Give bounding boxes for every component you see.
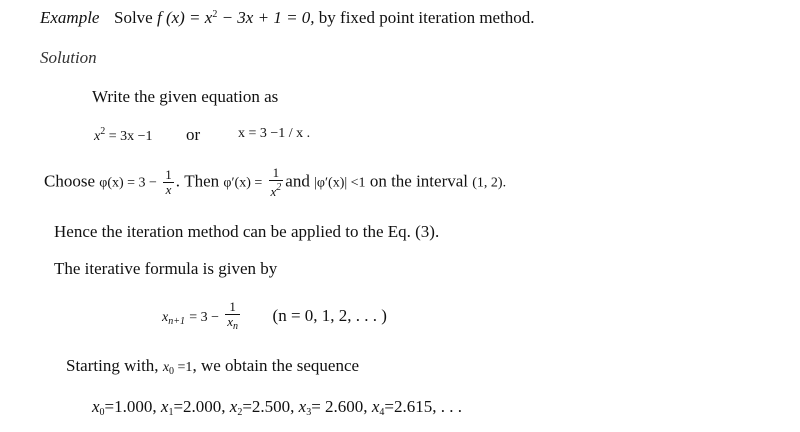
then-text: . Then <box>175 171 220 191</box>
iter-intro: The iterative formula is given by <box>54 259 278 278</box>
formula-lhs: $x_{n+1}$ <box>162 309 185 327</box>
iteration-formula <box>162 300 387 334</box>
starting-line: Starting with, $x_0 =1$, we obtain the sequence <box>66 356 360 377</box>
sequence-item: $x_0=1.000$, <box>92 397 157 418</box>
sequence-item: $x_2=2.500$, <box>229 397 295 418</box>
or-word: or <box>186 125 201 144</box>
fx-rest: − 3x + 1 = 0, <box>217 8 315 27</box>
formula-eq: = 3 − <box>189 309 220 325</box>
rewrite-right: x = 3 −1 / x . <box>238 126 311 141</box>
sequence-line <box>92 397 462 418</box>
method-text: by fixed point iteration method. <box>318 8 535 27</box>
sequence-item: $x_4=2.615$, . . . <box>371 397 462 418</box>
fx-expr: f (x) = x <box>156 8 213 27</box>
phi-definition: φ(x) = 3 − <box>99 175 157 191</box>
example-label: Example <box>40 8 100 27</box>
fraction-1-over-x: $\frac{1}{x}$ <box>165 167 172 197</box>
sequence-item: $x_1=2.000$, <box>160 397 226 418</box>
fraction-1-over-xn: $\frac{1}{x_n}$ <box>227 299 239 332</box>
formula-range: (n = 0, 1, 2, . . . ) <box>272 305 387 325</box>
sequence-item: $x_3= 2.600$, <box>298 397 368 418</box>
abs-condition: |φ′(x)| <1 <box>314 175 366 191</box>
write-text: Write the given equation as <box>92 87 279 106</box>
hence-text: Hence the iteration method can be applied to the Eq. (3). <box>54 222 440 241</box>
choose-line <box>44 166 506 199</box>
choose-word: Choose <box>44 171 95 191</box>
solution-label: Solution <box>40 48 97 67</box>
fraction-1-over-x2: $\frac{1}{x^2}$ <box>270 165 282 199</box>
example-line <box>40 8 535 28</box>
and-text: and <box>285 171 310 191</box>
interval-text: on the interval <box>369 171 469 191</box>
interval-value: (1, 2). <box>472 175 507 191</box>
phi-prime: φ′(x) = <box>223 175 263 191</box>
fx-exponent: 2 <box>212 9 218 20</box>
rewrite-left: $x^2 = 3x -1$ <box>94 126 153 144</box>
solve-word: Solve <box>113 8 153 27</box>
